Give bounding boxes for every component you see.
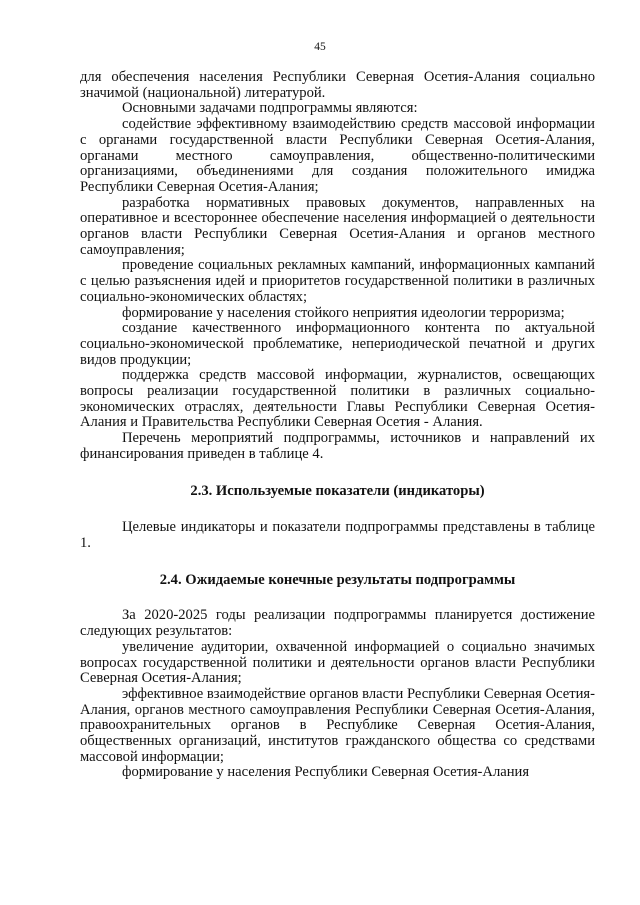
document-body [80,70,595,781]
section-heading: 2.3. Используемые показатели (индикаторы) [190,482,485,499]
paragraph: Перечень мероприятий подпрограммы, источников и направлений их финансирования приведен в таблице 4. [80,430,595,462]
paragraph: Основными задачами подпрограммы являются: [122,100,418,117]
list-item: увеличение аудитории, охваченной информацией о социально значимых вопросах государственной политики и деятельности органов власти Республики Северная Осетия-Алания; [80,638,595,687]
list-item: поддержка средств массовой информации, журналистов, освещающих вопросы реализации государственной политики в различных социально-экономических отраслях, деятельности Главы Республики Северная Осетия-Алания и Правительства Республики Северная Осетия - Алания. [80,367,595,431]
paragraph: За 2020-2025 годы реализации подпрограммы планируется достижение следующих результатов: [80,607,595,640]
list-item: содействие эффективному взаимодействию средств массовой информации с органами государственной власти Республики Северная Осетия-Алания, органами местного самоуправления, общественно-политическими организациями, объединениями для создания положительного имиджа Республики Северная Осетия-Алания; [80,116,595,195]
page-number: 45 [314,41,326,53]
paragraph: для обеспечения населения Республики Северная Осетия-Алания социально значимой (национальной) литературой. [80,69,595,101]
section-heading: 2.4. Ожидаемые конечные результаты подпрограммы [159,571,516,588]
list-item: создание качественного информационного контента по актуальной социально-экономической проблематике, непериодической печатной и других видов продукции; [80,320,595,368]
list-item: формирование у населения стойкого неприятия идеологии терроризма; [122,304,565,321]
list-item: формирование у населения Республики Северная Осетия-Алания [122,764,530,781]
list-item: эффективное взаимодействие органов власти Республики Северная Осетия-Алания, органов местного самоуправления Республики Северная Осетия-Алания, правоохранительных органов в Республике Северная Осетия-Алания, общественных организаций, институтов гражданского общества со средствами массовой информации; [80,685,595,765]
list-item: разработка нормативных правовых документов, направленных на оперативное и всестороннее обеспечение населения информацией о деятельности органов власти Республики Северная Осетия-Алания и органов местного самоуправления; [80,194,595,258]
list-item: проведение социальных рекламных кампаний, информационных кампаний с целью разъяснения идей и приоритетов государственной политики в различных социально-экономических областях; [80,257,595,305]
paragraph: Целевые индикаторы и показатели подпрограммы представлены в таблице 1. [80,519,595,551]
